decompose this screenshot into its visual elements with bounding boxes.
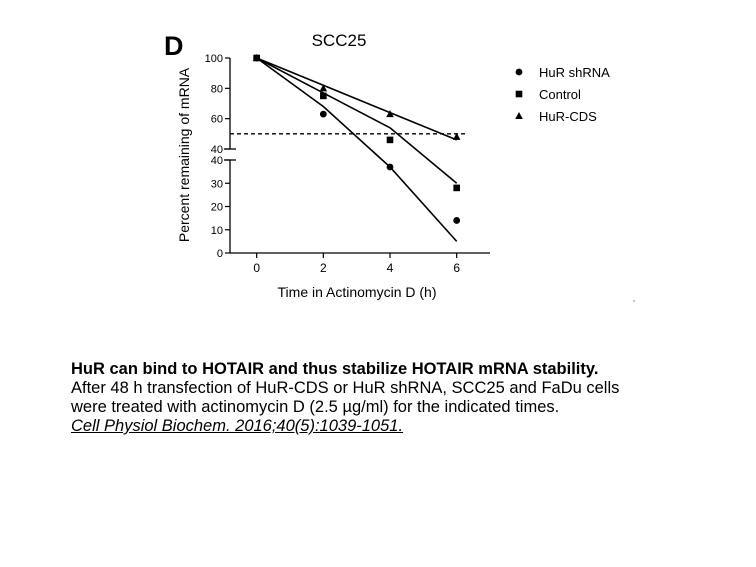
fit-line-hur-cds: [257, 58, 457, 140]
panel-label: D: [164, 31, 184, 61]
y-tick-label: 40: [210, 144, 223, 156]
x-tick-label: 6: [453, 261, 461, 275]
y-axis-label: Percent remaining of mRNA: [176, 67, 192, 243]
y-tick-label: 10: [210, 224, 223, 237]
stray-dot: [633, 300, 634, 301]
fit-line-hur-shrna: [257, 58, 457, 241]
legend-label-hur-shrna: HuR shRNA: [539, 65, 610, 80]
data-point-hur-cds: [320, 84, 328, 91]
data-point-control: [387, 137, 394, 144]
caption-line-2: were treated with actinomycin D (2.5 µg/ml) for the indicated times.: [71, 398, 560, 416]
y-tick-label: 20: [210, 201, 223, 214]
y-tick-label: 80: [210, 83, 223, 96]
legend-label-hur-cds: HuR-CDS: [539, 109, 597, 124]
caption-citation[interactable]: Cell Physiol Biochem. 2016;40(5):1039-1051.: [71, 417, 404, 435]
figure-caption: [71, 360, 751, 436]
plot-area: [205, 53, 610, 275]
x-tick-label: 2: [319, 261, 327, 275]
caption-line-1: After 48 h transfection of HuR-CDS or HuR shRNA, SCC25 and FaDu cells: [71, 379, 620, 397]
legend-marker-control: [516, 91, 523, 98]
legend-marker-hur-cds: [515, 112, 523, 119]
data-point-hur-shrna: [387, 164, 394, 171]
x-tick-label: 4: [386, 261, 394, 275]
data-point-control: [320, 93, 327, 100]
data-point-control: [453, 185, 460, 192]
legend: [515, 65, 610, 124]
data-point-hur-shrna: [320, 111, 327, 118]
legend-label-control: Control: [539, 87, 581, 102]
y-tick-label: 40: [210, 155, 223, 167]
y-tick-label: 30: [210, 178, 223, 191]
caption-headline: HuR can bind to HOTAIR and thus stabilize HOTAIR mRNA stability.: [71, 360, 599, 378]
fit-line-control: [257, 58, 457, 183]
x-tick-label: 0: [253, 261, 261, 275]
y-tick-label: 0: [216, 248, 223, 260]
chart-title: SCC25: [311, 31, 367, 50]
data-point-hur-shrna: [453, 217, 460, 224]
x-axis-label: Time in Actinomycin D (h): [277, 284, 437, 300]
legend-marker-hur-shrna: [516, 69, 523, 76]
y-tick-label: 100: [204, 53, 223, 65]
y-tick-label: 60: [210, 113, 223, 126]
